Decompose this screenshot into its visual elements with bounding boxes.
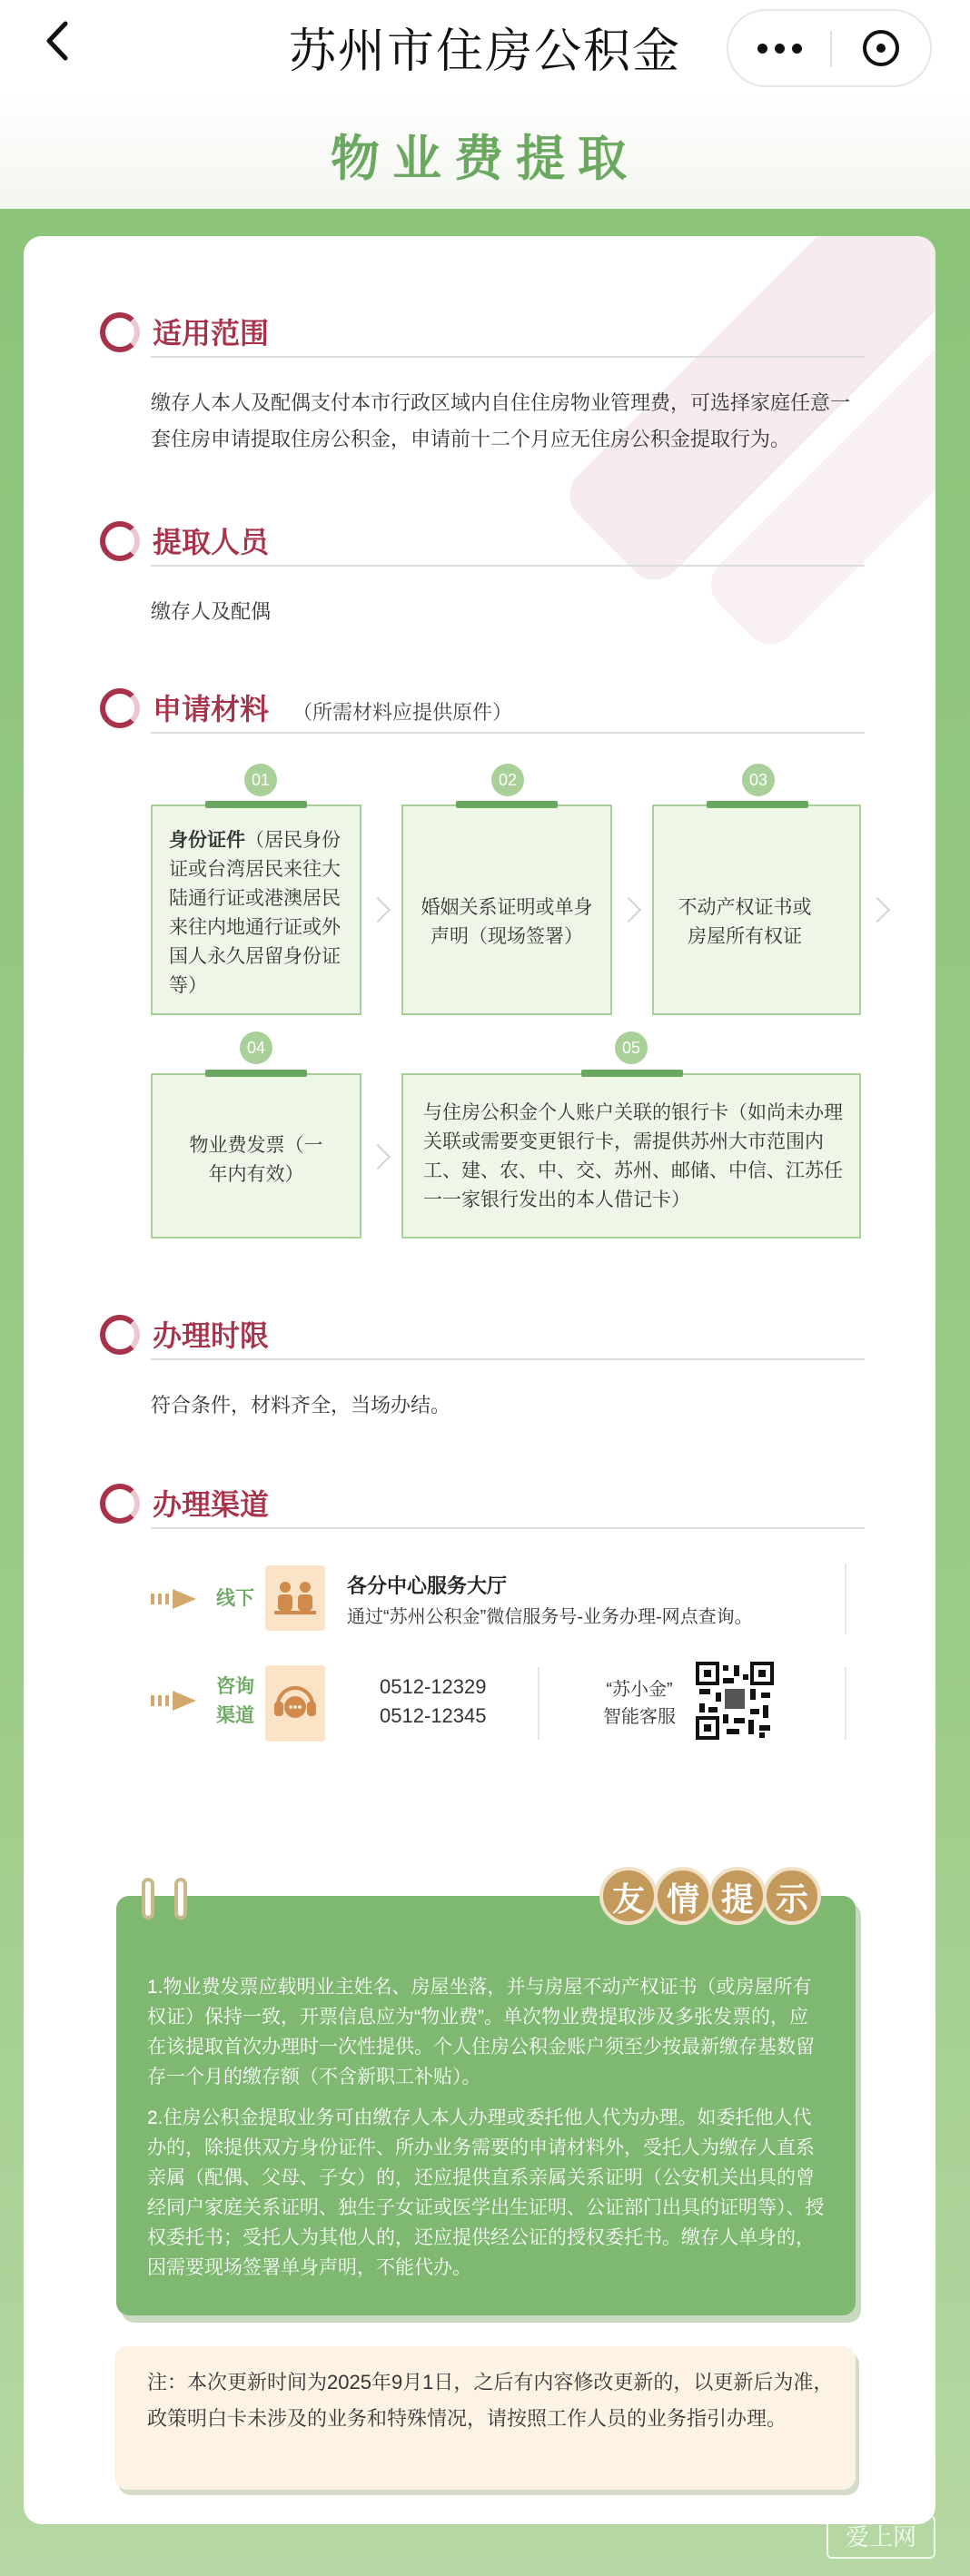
section-time-heading	[100, 1308, 872, 1362]
section-rule	[151, 1527, 865, 1529]
nav-title: 苏州市住房公积金	[288, 25, 681, 78]
persons-text: 缴存人及配偶	[151, 600, 272, 623]
nav-bar	[0, 0, 970, 91]
section-ring-icon	[100, 521, 140, 561]
material-text-1: 身份证件（居民身份证或台湾居民来往大陆通行证或港澳居民来往内地通行证或外国人永久居留身份证等）	[169, 830, 341, 996]
section-materials-heading	[100, 681, 872, 735]
section-ring-icon	[100, 688, 140, 728]
section-persons-heading	[100, 514, 872, 568]
more-options-button[interactable]	[728, 11, 830, 85]
arrow-right-icon	[151, 1587, 198, 1611]
tips-badge-char: 情	[654, 1867, 712, 1925]
section-scope-heading	[100, 305, 872, 360]
section-rule	[151, 1358, 865, 1360]
tips-badge-char: 示	[763, 1867, 821, 1925]
tips-badge-char: 友	[599, 1867, 658, 1925]
material-number-badge: 04	[240, 1031, 272, 1064]
time-text: 符合条件，材料齐全，当场办结。	[151, 1394, 451, 1416]
section-title: 提取人员	[153, 526, 270, 558]
customer-service-icon	[265, 1665, 325, 1742]
section-ring-icon	[100, 1484, 140, 1524]
consult-label: 咨询渠道	[216, 1676, 254, 1726]
material-text-3: 不动产权证书或房屋所有权证	[678, 897, 812, 947]
material-number-badge: 03	[742, 764, 775, 796]
section-channels-heading	[100, 1476, 872, 1531]
close-button[interactable]	[832, 11, 930, 85]
section-title: 办理渠道	[153, 1488, 270, 1521]
section-note: （所需材料应提供原件）	[292, 701, 513, 724]
assistant-desc: 智能客服	[603, 1707, 676, 1727]
material-number-badge: 01	[244, 764, 277, 796]
qr-code-image[interactable]	[696, 1662, 774, 1740]
section-rule	[151, 565, 865, 567]
page-title: 物业费提取	[331, 132, 639, 186]
material-number-badge: 05	[615, 1031, 648, 1064]
tip-item-1: 1.物业费发票应载明业主姓名、房屋坐落，并与房屋不动产权证书（或房屋所有权证）保持一致，开票信息应为“物业费”。单次物业费提取涉及多张发票的，应在该提取首次办理时一次性提供。个人住房公积金账户须至少按最新缴存基数留存一个月的缴存额（不含新职工补贴）。	[147, 1977, 815, 2087]
tip-item-2: 2.住房公积金提取业务可由缴存人本人办理或委托他人代为办理。如委托他人代办的，除提供双方身份证件、所办业务需要的申请材料外，受托人为缴存人直系亲属（配偶、父母、子女）的，还应提供直系亲属关系证明（公安机关出具的曾经同户家庭关系证明、独生子女证或医学出生证明、公证部门出具的证明等）、授权委托书；受托人为其他人的，还应提供经公证的授权委托书。缴存人单身的，因需要现场签署单身声明，不能代办。	[147, 2107, 825, 2278]
section-title: 适用范围	[153, 317, 270, 350]
consult-phones	[380, 1673, 486, 1731]
material-number-badge: 02	[491, 764, 524, 796]
back-arrow-icon[interactable]	[36, 18, 82, 64]
arrow-right-icon	[151, 1689, 198, 1712]
offline-label: 线下	[216, 1588, 254, 1609]
binder-ring-icon	[174, 1878, 187, 1920]
service-hall-icon	[265, 1565, 325, 1631]
section-ring-icon	[100, 312, 140, 352]
more-dots-icon	[757, 44, 767, 54]
assistant-name: “苏小金”	[606, 1680, 673, 1700]
close-circle-icon	[860, 27, 902, 69]
note-text: 注：本次更新时间为2025年9月1日，之后有内容修改更新的，以更新后为准，政策明白卡未涉及的业务和特殊情况，请按照工作人员的业务指引办理。	[147, 2371, 834, 2430]
mini-program-capsule	[727, 9, 932, 87]
section-ring-icon	[100, 1315, 140, 1355]
phone-number-2[interactable]: 0512-12345	[380, 1704, 487, 1727]
offline-desc: 通过“苏州公积金”微信服务号-业务办理-网点查询。	[347, 1607, 753, 1627]
offline-title: 各分中心服务大厅	[347, 1574, 508, 1597]
section-rule	[151, 356, 865, 358]
watermark-logo: 爱上网	[826, 2515, 935, 2559]
material-text-4: 物业费发票（一年内有效）	[189, 1135, 323, 1185]
material-text-5: 与住房公积金个人账户关联的银行卡（如尚未办理关联或需要变更银行卡，需提供苏州大市范围内工、建、农、中、交、苏州、邮储、中信、江苏任一一家银行发出的本人借记卡）	[423, 1102, 843, 1210]
section-title: 申请材料	[153, 693, 270, 725]
tips-badge-char: 提	[708, 1867, 767, 1925]
assistant-label	[603, 1676, 676, 1731]
phone-number-1[interactable]: 0512-12329	[380, 1675, 487, 1698]
material-bold-label: 身份证件	[169, 830, 245, 851]
scope-text: 缴存人本人及配偶支付本市行政区域内自住住房物业管理费，可选择家庭任意一套住房申请提取住房公积金，申请前十二个月应无住房公积金提取行为。	[151, 391, 851, 450]
binder-ring-icon	[142, 1878, 154, 1920]
section-rule	[151, 732, 865, 734]
section-title: 办理时限	[153, 1319, 270, 1352]
material-text-2: 婚姻关系证明或单身声明（现场签署）	[421, 897, 593, 947]
